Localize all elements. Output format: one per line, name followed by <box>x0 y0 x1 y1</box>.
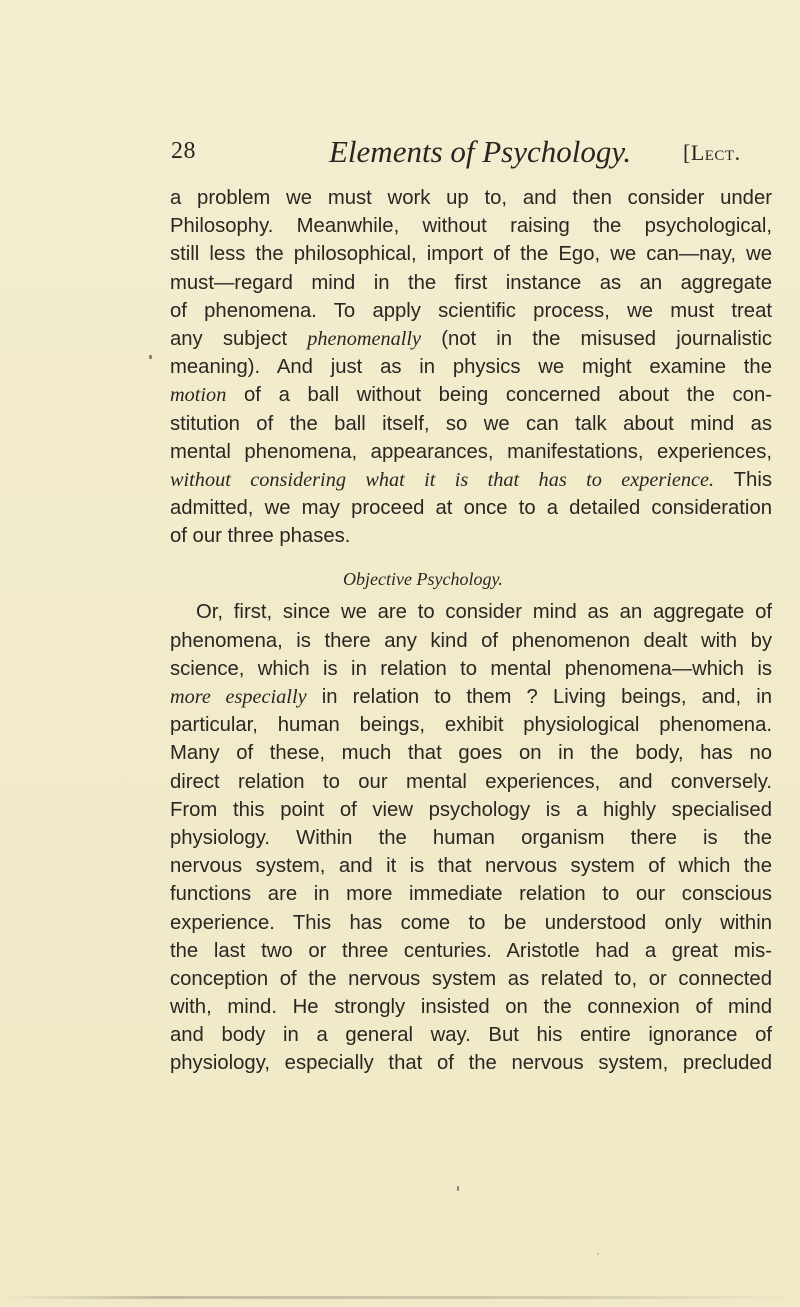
text-line: the last two or three centuries. Aristotle had a great mis- <box>170 939 772 962</box>
emphasis-without-considering: without considering what it is that has to experience. <box>170 468 715 491</box>
emphasis-motion: motion <box>170 384 227 407</box>
text-line: must—regard mind in the first instance as an aggregate <box>170 271 772 294</box>
text-line: of phenomena. To apply scientific process, we must treat <box>170 299 772 322</box>
emphasis-phenomenally: phenomenally <box>307 327 422 350</box>
text-line: of our three phases. <box>170 525 351 548</box>
text-line: physiology. Within the human organism there is the <box>170 826 772 849</box>
text-segment: This <box>733 468 772 491</box>
text-line: Many of these, much that goes on in the body, has no <box>170 742 772 765</box>
text-line: stitution of the ball itself, so we can talk about mind as <box>170 412 772 435</box>
text-line: still less the philosophical, import of the Ego, we can—nay, we <box>170 243 772 266</box>
text-line: From this point of view psychology is a highly specialised <box>170 798 772 821</box>
paper-speck <box>457 1186 459 1191</box>
page-bottom-edge <box>0 1296 800 1299</box>
text-line: and body in a general way. But his entire ignorance of <box>170 1024 772 1047</box>
section-marker: [Lect. <box>683 140 741 165</box>
text-line: conception of the nervous system as related to, or connected <box>170 967 772 990</box>
text-line: Or, first, since we are to consider mind as an aggregate of <box>196 601 772 624</box>
text-segment: of a ball without being concerned about the con- <box>244 384 772 407</box>
text-line: functions are in more immediate relation to our conscious <box>170 883 772 906</box>
text-line <box>170 381 772 409</box>
text-line: particular, human beings, exhibit physiological phenomena. <box>170 714 772 737</box>
text-line: meaning). And just as in physics we might examine the <box>170 356 772 379</box>
text-segment: (not in the misused journalistic <box>441 327 773 350</box>
page-number: 28 <box>171 138 196 164</box>
text-line: a problem we must work up to, and then consider under <box>170 187 772 209</box>
text-line: with, mind. He strongly insisted on the connexion of mind <box>170 996 772 1019</box>
emphasis-more-especially: more especially <box>170 686 307 708</box>
section-heading: Objective Psychology. <box>343 569 503 590</box>
running-header <box>171 134 771 172</box>
text-line: physiology, especially that of the nervous system, precluded <box>170 1052 772 1075</box>
text-line: Philosophy. Meanwhile, without raising the psychological, <box>170 215 772 238</box>
text-line: direct relation to our mental experiences, and conversely. <box>170 770 772 793</box>
text-line: experience. This has come to be understood only within <box>170 911 772 934</box>
paper-speck <box>149 355 152 359</box>
text-line <box>170 683 772 711</box>
body-text <box>170 184 772 1078</box>
text-segment: any subject <box>170 327 288 350</box>
text-line <box>170 325 772 353</box>
text-line: science, which is in relation to mental phenomena—which is <box>170 657 772 680</box>
text-line: mental phenomena, appearances, manifestations, experiences, <box>170 440 772 463</box>
text-segment: in relation to them ? Living beings, and, in <box>321 686 773 708</box>
text-line: nervous system, and it is that nervous system of which the <box>170 855 772 878</box>
running-title: Elements of Psychology. <box>329 134 632 169</box>
paper-speck <box>597 1253 599 1255</box>
text-line: phenomena, is there any kind of phenomenon dealt with by <box>170 629 772 652</box>
text-line <box>170 466 772 494</box>
text-line: admitted, we may proceed at once to a detailed consideration <box>170 497 772 520</box>
